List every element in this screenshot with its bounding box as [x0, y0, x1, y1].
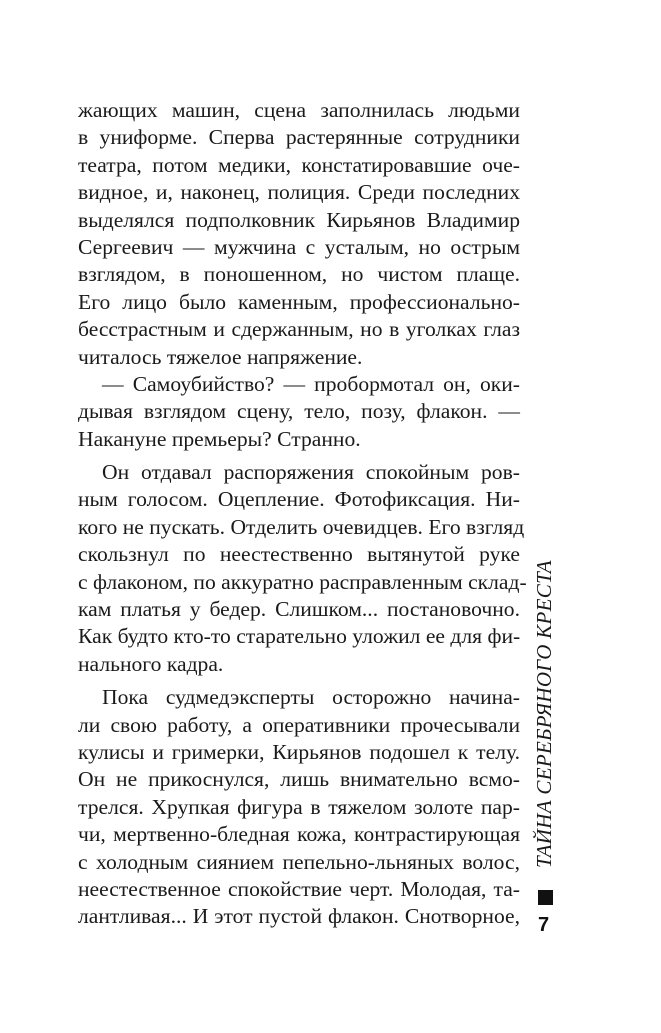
paragraph — [78, 97, 520, 371]
text-line: Накануне премьеры? Странно. — [78, 426, 361, 451]
text-line: ли свою работу, а оперативники прочесывали — [78, 712, 520, 737]
text-line: кого не пускать. Отделить очевидцев. Его взгляд — [78, 514, 525, 539]
text-line: лантливая... И этот пустой флакон. Снотворное, — [78, 904, 520, 929]
text-line: Он отдавал распоряжения спокойным ров- — [102, 460, 520, 485]
text-line: в униформе. Сперва растерянные сотрудники — [78, 125, 520, 150]
text-line: дывая взглядом сцену, тело, позу, флакон. — — [78, 399, 520, 424]
text-line: неестественное спокойствие черт. Молодая, та- — [78, 876, 520, 901]
text-line: кулисы и гримерки, Кирьянов подошел к телу. — [78, 739, 520, 764]
paragraph — [78, 684, 520, 931]
paragraph — [78, 371, 520, 453]
text-line: кам платья у бедер. Слишком... постановочно. — [78, 597, 520, 622]
body-text — [78, 97, 527, 931]
text-line: — Самоубийство? — пробормотал он, оки- — [102, 371, 520, 396]
page-number: 7 — [538, 914, 550, 936]
text-line: видное, и, наконец, полиция. Среди последних — [78, 180, 520, 205]
running-title: ТАЙНА СЕРЕБРЯНОГО КРЕСТА — [532, 560, 556, 868]
text-line: с флаконом, по аккуратно расправленным склад- — [78, 569, 527, 594]
text-line: с холодным сиянием пепельно-льняных волос, — [78, 849, 520, 874]
paragraph — [78, 459, 527, 678]
text-line: читалось тяжелое напряжение. — [78, 344, 363, 369]
text-line: бесстрастным и сдержанным, но в уголках глаз — [78, 317, 520, 342]
text-line: Его лицо было каменным, профессионально- — [78, 289, 520, 314]
text-line: трелся. Хрупкая фигура в тяжелом золоте пар- — [78, 794, 520, 819]
text-line: Пока судмедэксперты осторожно начина- — [102, 685, 520, 710]
text-line: ным голосом. Оцепление. Фотофиксация. Ни- — [78, 487, 520, 512]
running-title-square-marker — [538, 890, 553, 905]
text-line: Как будто кто-то старательно уложил ее для фи- — [78, 624, 521, 649]
text-line: чи, мертвенно-бледная кожа, контрастирующая — [78, 822, 520, 847]
text-line: Сергеевич — мужчина с усталым, но острым — [78, 234, 520, 259]
text-line: выделялся подполковник Кирьянов Владимир — [78, 207, 520, 232]
text-line: театра, потом медики, констатировавшие оче- — [78, 152, 520, 177]
text-line: скользнул по неестественно вытянутой руке — [78, 542, 520, 567]
text-line: нального кадра. — [78, 651, 224, 676]
text-line: взглядом, в поношенном, но чистом плаще. — [78, 262, 520, 287]
text-line: Он не прикоснулся, лишь внимательно всмо- — [78, 767, 520, 792]
text-line: жающих машин, сцена заполнилась людьми — [78, 98, 520, 122]
